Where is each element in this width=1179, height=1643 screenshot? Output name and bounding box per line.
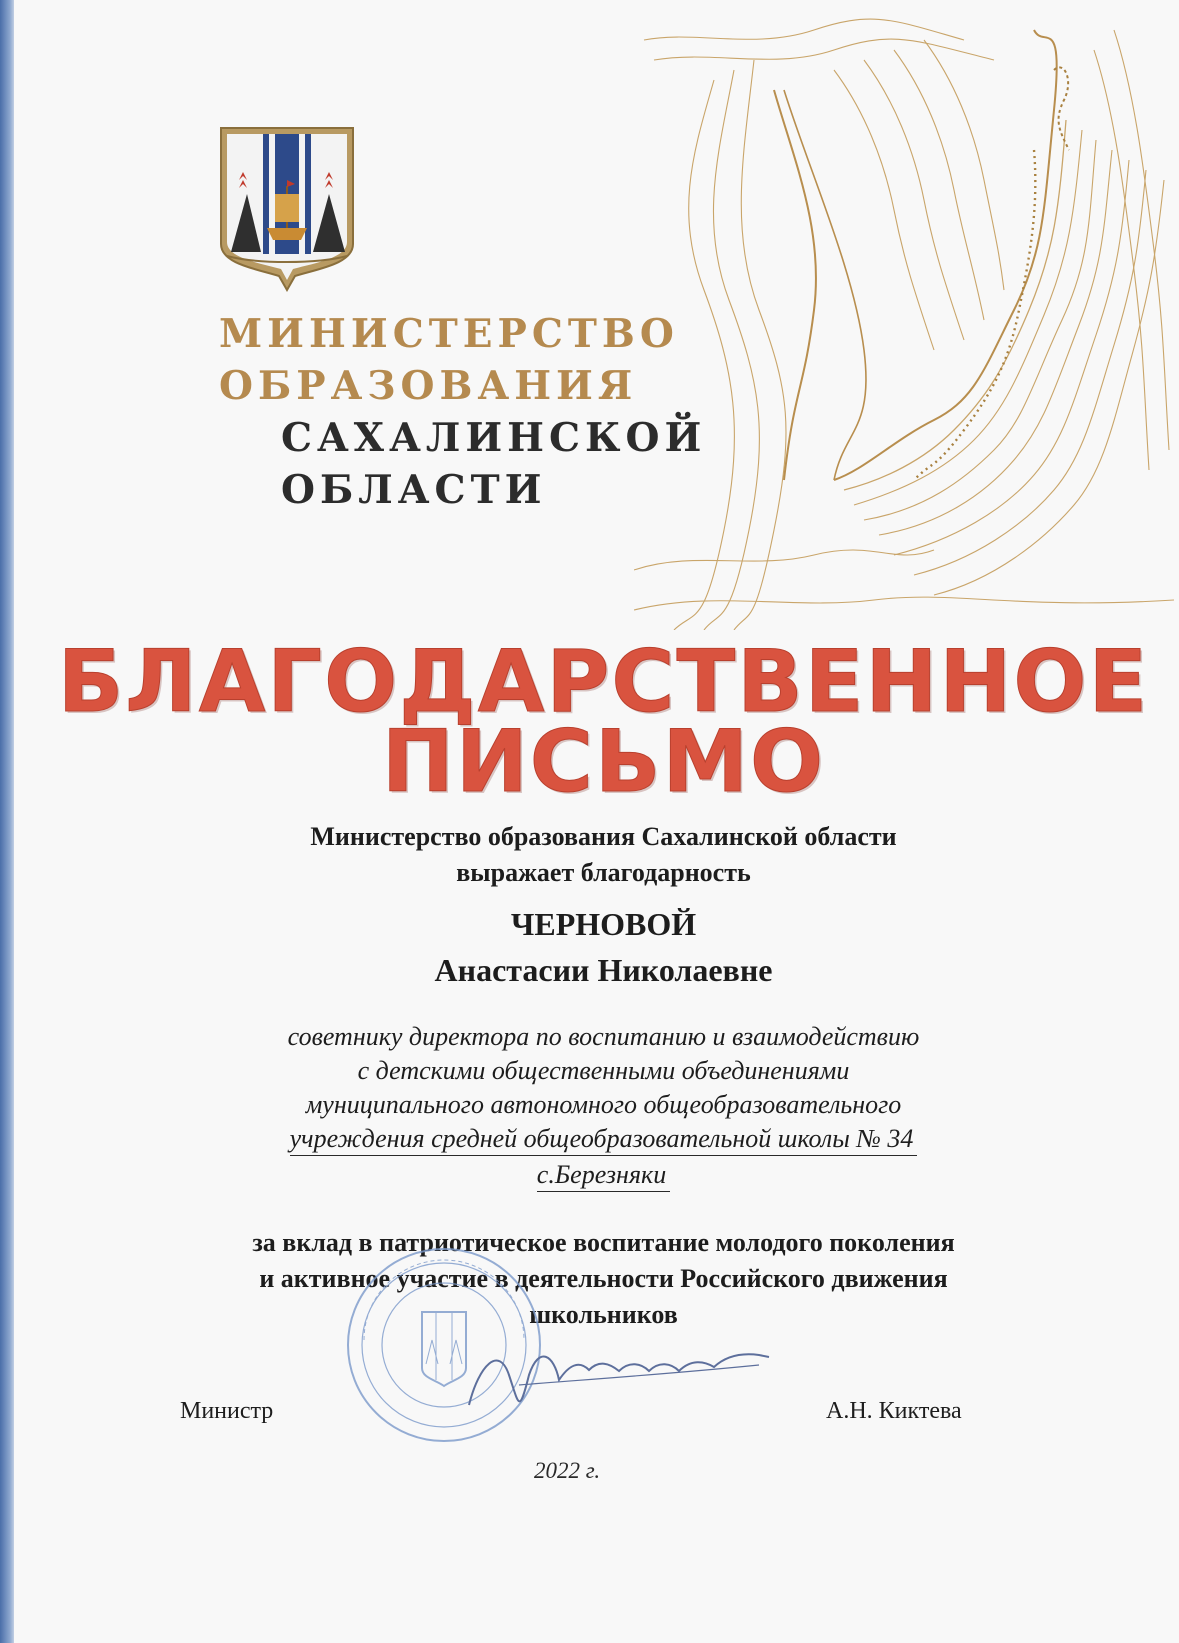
recipient-given-names: Анастасии Николаевне [434,952,773,988]
position-line-2: с детскими общественными объединениями [357,1056,850,1085]
ministry-name [219,308,706,516]
coat-of-arms [217,124,357,292]
region-line-1: САХАЛИНСКОЙ [281,415,707,461]
position-line-3: муниципального автономного общеобразовательного [305,1090,902,1119]
action-line: выражает благодарность [456,858,751,887]
reason-line-3: школьников [529,1300,678,1329]
recipient-surname: ЧЕРНОВОЙ [510,906,697,942]
ministry-line-2: ОБРАЗОВАНИЯ [219,363,638,409]
document-title-line-1: БЛАГОДАРСТВЕННОЕ [57,632,1150,732]
position-line-4 [14,1124,1179,1154]
document-title-line-2: ПИСЬМО [381,712,826,812]
signer-role: Министр [180,1398,274,1424]
region-line-2: ОБЛАСТИ [281,467,547,513]
ministry-line-1: МИНИСТЕРСТВО [219,311,679,357]
minister-signature [459,1325,779,1425]
school-name: учреждения средней общеобразовательной школы № 34 [290,1124,918,1156]
position-line-5 [14,1160,1179,1190]
issuer-line: Министерство образования Сахалинской области [310,822,897,851]
reason-line-2: и активное участие в деятельности Российского движения [259,1264,948,1293]
sakhalin-contour-map [634,10,1174,630]
signer-name: А.Н. Киктева [826,1398,962,1424]
certificate-sheet [14,0,1179,1643]
reason-line-1: за вклад в патриотическое воспитание молодого поколения [252,1228,955,1257]
document-year: 2022 г. [534,1458,601,1483]
position-line-1: советнику директора по воспитанию и взаимодействию [287,1022,920,1051]
village-name: с.Березняки [537,1160,670,1192]
